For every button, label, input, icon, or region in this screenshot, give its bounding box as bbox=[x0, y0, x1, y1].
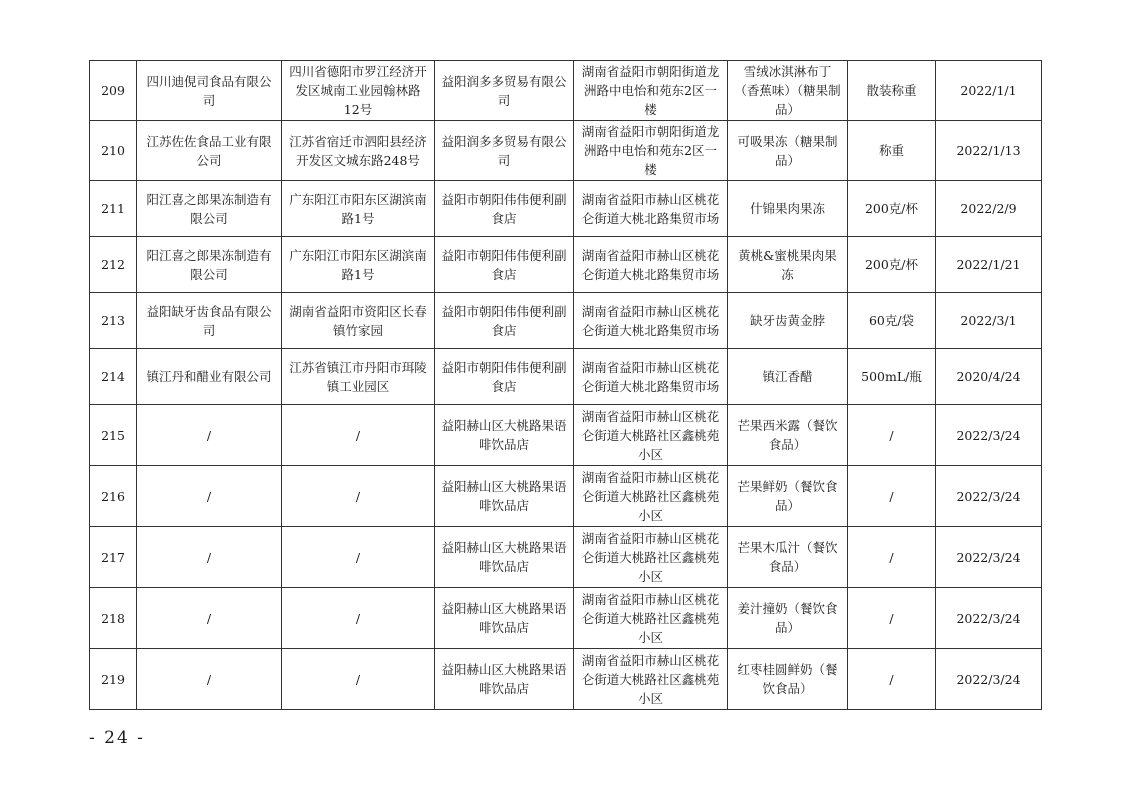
cell-product: 缺牙齿黄金脖 bbox=[728, 293, 848, 349]
cell-manufacturer: / bbox=[137, 588, 282, 649]
cell-manufacturer-address: 湖南省益阳市资阳区长春镇竹家园 bbox=[282, 293, 435, 349]
cell-product: 什锦果肉果冻 bbox=[728, 181, 848, 237]
cell-product: 芒果木瓜汁（餐饮食品） bbox=[728, 527, 848, 588]
cell-seller: 益阳赫山区大桃路果语啡饮品店 bbox=[435, 527, 574, 588]
cell-no: 215 bbox=[90, 405, 137, 466]
cell-spec: / bbox=[848, 649, 936, 710]
table-row bbox=[90, 181, 1042, 237]
cell-manufacturer-address: 江苏省镇江市丹阳市珥陵镇工业园区 bbox=[282, 349, 435, 405]
table-body bbox=[90, 61, 1042, 710]
cell-seller-address: 湖南省益阳市赫山区桃花仑街道大桃北路集贸市场 bbox=[574, 349, 728, 405]
cell-spec: 散装称重 bbox=[848, 61, 936, 121]
cell-manufacturer-address: 广东阳江市阳东区湖滨南路1号 bbox=[282, 181, 435, 237]
table-row bbox=[90, 466, 1042, 527]
cell-no: 209 bbox=[90, 61, 137, 121]
cell-seller-address: 湖南省益阳市赫山区桃花仑街道大桃路社区鑫桃苑小区 bbox=[574, 588, 728, 649]
cell-manufacturer: 阳江喜之郎果冻制造有限公司 bbox=[137, 181, 282, 237]
cell-manufacturer: / bbox=[137, 466, 282, 527]
cell-spec: / bbox=[848, 405, 936, 466]
cell-manufacturer: / bbox=[137, 527, 282, 588]
table-row bbox=[90, 649, 1042, 710]
cell-spec: 称重 bbox=[848, 121, 936, 181]
cell-spec: 500mL/瓶 bbox=[848, 349, 936, 405]
cell-manufacturer: 阳江喜之郎果冻制造有限公司 bbox=[137, 237, 282, 293]
cell-date: 2022/1/13 bbox=[936, 121, 1042, 181]
cell-product: 可吸果冻（糖果制品） bbox=[728, 121, 848, 181]
page-number: - 24 - bbox=[89, 728, 145, 748]
cell-manufacturer-address: / bbox=[282, 405, 435, 466]
cell-no: 214 bbox=[90, 349, 137, 405]
cell-manufacturer: 四川迪俔司食品有限公司 bbox=[137, 61, 282, 121]
cell-seller: 益阳润多多贸易有限公司 bbox=[435, 121, 574, 181]
cell-no: 219 bbox=[90, 649, 137, 710]
table-row bbox=[90, 61, 1042, 121]
cell-product: 镇江香醋 bbox=[728, 349, 848, 405]
cell-product: 芒果鲜奶（餐饮食品） bbox=[728, 466, 848, 527]
cell-manufacturer-address: / bbox=[282, 588, 435, 649]
cell-seller-address: 湖南省益阳市赫山区桃花仑街道大桃北路集贸市场 bbox=[574, 293, 728, 349]
cell-manufacturer: 镇江丹和醋业有限公司 bbox=[137, 349, 282, 405]
cell-manufacturer: / bbox=[137, 405, 282, 466]
cell-date: 2022/3/24 bbox=[936, 588, 1042, 649]
cell-seller: 益阳赫山区大桃路果语啡饮品店 bbox=[435, 588, 574, 649]
cell-manufacturer-address: / bbox=[282, 649, 435, 710]
cell-no: 213 bbox=[90, 293, 137, 349]
table-row bbox=[90, 349, 1042, 405]
cell-no: 217 bbox=[90, 527, 137, 588]
food-inspection-table bbox=[89, 60, 1042, 710]
cell-seller-address: 湖南省益阳市赫山区桃花仑街道大桃路社区鑫桃苑小区 bbox=[574, 405, 728, 466]
table-row bbox=[90, 588, 1042, 649]
cell-seller: 益阳市朝阳伟伟便利副食店 bbox=[435, 237, 574, 293]
cell-manufacturer: / bbox=[137, 649, 282, 710]
cell-date: 2022/3/24 bbox=[936, 466, 1042, 527]
cell-product: 红枣桂圆鲜奶（餐饮食品） bbox=[728, 649, 848, 710]
table-row bbox=[90, 237, 1042, 293]
cell-seller: 益阳赫山区大桃路果语啡饮品店 bbox=[435, 405, 574, 466]
cell-product: 黄桃&蜜桃果肉果冻 bbox=[728, 237, 848, 293]
cell-no: 216 bbox=[90, 466, 137, 527]
cell-seller-address: 湖南省益阳市赫山区桃花仑街道大桃北路集贸市场 bbox=[574, 237, 728, 293]
cell-date: 2022/3/24 bbox=[936, 649, 1042, 710]
cell-seller: 益阳润多多贸易有限公司 bbox=[435, 61, 574, 121]
cell-no: 218 bbox=[90, 588, 137, 649]
cell-seller: 益阳市朝阳伟伟便利副食店 bbox=[435, 293, 574, 349]
cell-product: 芒果西米露（餐饮食品） bbox=[728, 405, 848, 466]
cell-seller: 益阳市朝阳伟伟便利副食店 bbox=[435, 181, 574, 237]
cell-date: 2022/3/24 bbox=[936, 405, 1042, 466]
cell-seller: 益阳赫山区大桃路果语啡饮品店 bbox=[435, 649, 574, 710]
cell-date: 2020/4/24 bbox=[936, 349, 1042, 405]
cell-seller-address: 湖南省益阳市赫山区桃花仑街道大桃路社区鑫桃苑小区 bbox=[574, 527, 728, 588]
cell-spec: / bbox=[848, 466, 936, 527]
table-row bbox=[90, 527, 1042, 588]
cell-manufacturer-address: 四川省德阳市罗江经济开发区城南工业园翰林路12号 bbox=[282, 61, 435, 121]
cell-date: 2022/2/9 bbox=[936, 181, 1042, 237]
cell-date: 2022/1/1 bbox=[936, 61, 1042, 121]
cell-manufacturer: 江苏佐佐食品工业有限公司 bbox=[137, 121, 282, 181]
table-row bbox=[90, 121, 1042, 181]
cell-date: 2022/3/24 bbox=[936, 527, 1042, 588]
cell-no: 212 bbox=[90, 237, 137, 293]
cell-seller: 益阳赫山区大桃路果语啡饮品店 bbox=[435, 466, 574, 527]
cell-seller-address: 湖南省益阳市朝阳街道龙洲路中电怡和苑东2区一楼 bbox=[574, 61, 728, 121]
cell-seller: 益阳市朝阳伟伟便利副食店 bbox=[435, 349, 574, 405]
cell-date: 2022/1/21 bbox=[936, 237, 1042, 293]
cell-no: 211 bbox=[90, 181, 137, 237]
cell-product: 姜汁撞奶（餐饮食品） bbox=[728, 588, 848, 649]
cell-manufacturer-address: / bbox=[282, 527, 435, 588]
cell-seller-address: 湖南省益阳市朝阳街道龙洲路中电怡和苑东2区一楼 bbox=[574, 121, 728, 181]
cell-spec: 60克/袋 bbox=[848, 293, 936, 349]
cell-date: 2022/3/1 bbox=[936, 293, 1042, 349]
cell-spec: 200克/杯 bbox=[848, 237, 936, 293]
cell-product: 雪绒冰淇淋布丁（香蕉味）（糖果制品） bbox=[728, 61, 848, 121]
cell-manufacturer: 益阳缺牙齿食品有限公司 bbox=[137, 293, 282, 349]
cell-seller-address: 湖南省益阳市赫山区桃花仑街道大桃路社区鑫桃苑小区 bbox=[574, 649, 728, 710]
cell-spec: / bbox=[848, 527, 936, 588]
table-row bbox=[90, 293, 1042, 349]
cell-spec: / bbox=[848, 588, 936, 649]
table-row bbox=[90, 405, 1042, 466]
cell-no: 210 bbox=[90, 121, 137, 181]
cell-manufacturer-address: / bbox=[282, 466, 435, 527]
cell-seller-address: 湖南省益阳市赫山区桃花仑街道大桃北路集贸市场 bbox=[574, 181, 728, 237]
cell-manufacturer-address: 江苏省宿迁市泗阳县经济开发区文城东路248号 bbox=[282, 121, 435, 181]
cell-seller-address: 湖南省益阳市赫山区桃花仑街道大桃路社区鑫桃苑小区 bbox=[574, 466, 728, 527]
cell-spec: 200克/杯 bbox=[848, 181, 936, 237]
cell-manufacturer-address: 广东阳江市阳东区湖滨南路1号 bbox=[282, 237, 435, 293]
